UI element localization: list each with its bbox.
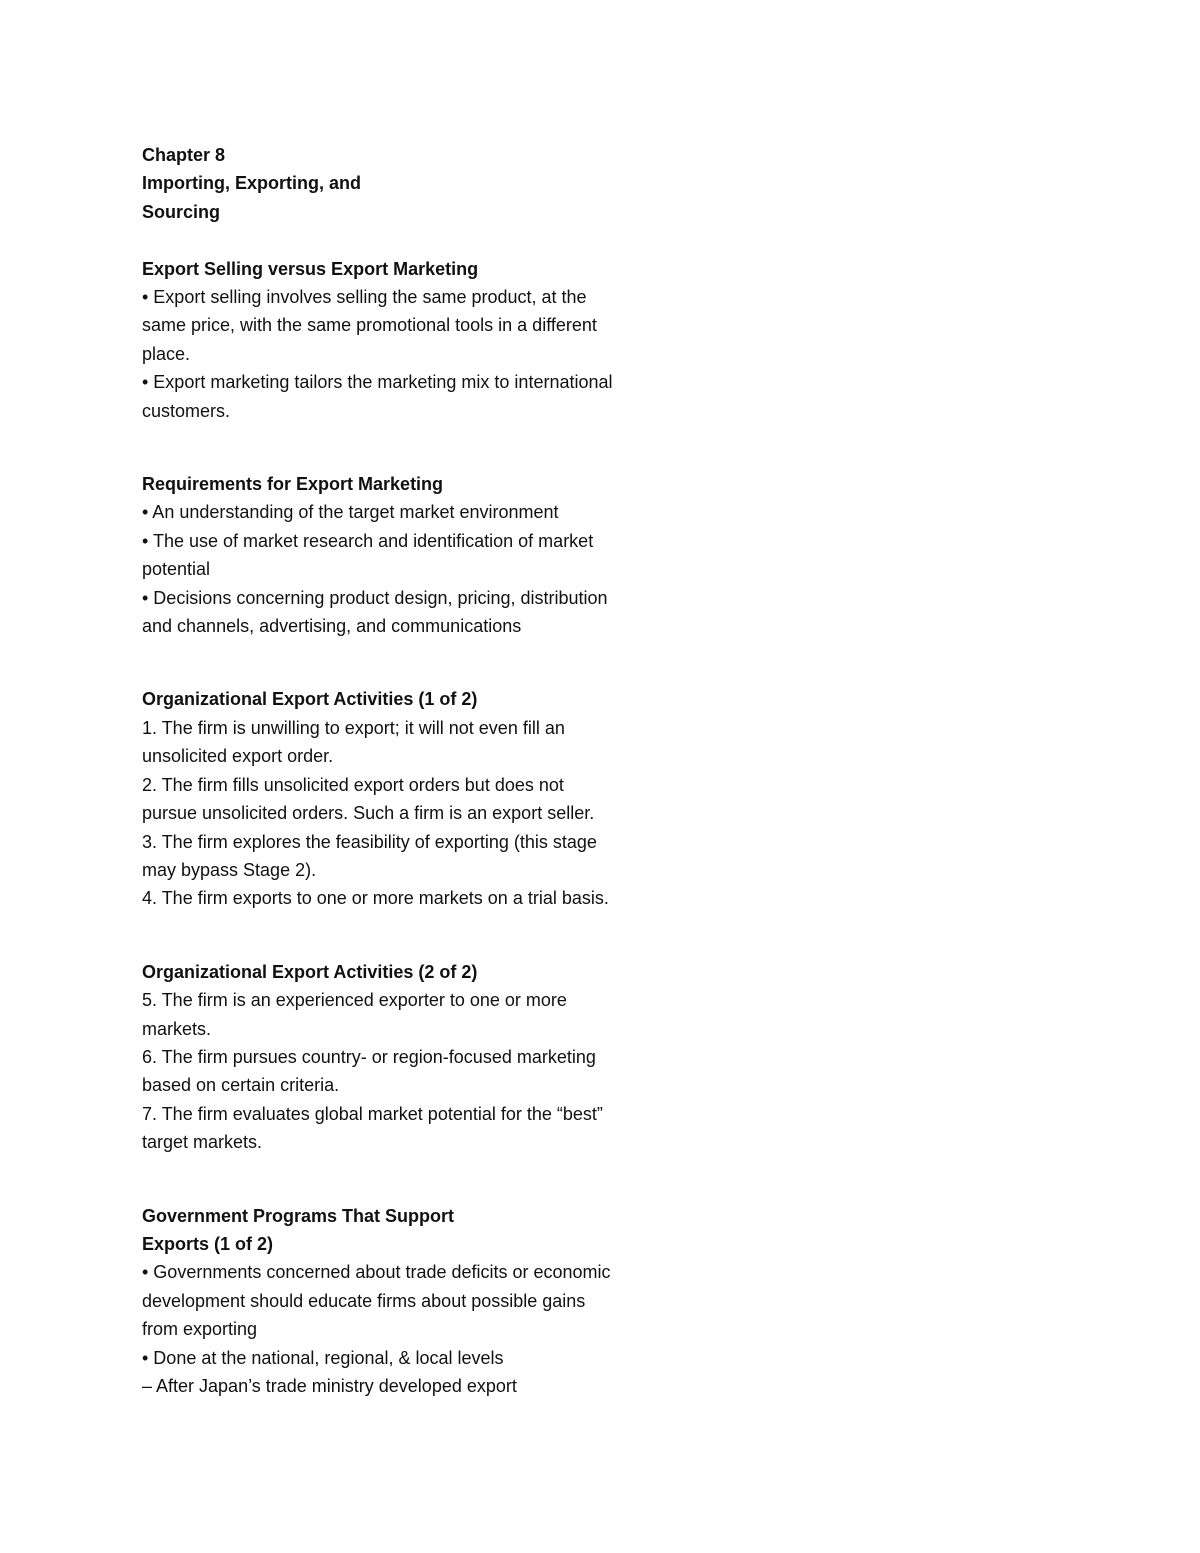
body-line: • An understanding of the target market environment <box>142 502 559 523</box>
body-line: may bypass Stage 2). <box>142 859 317 880</box>
title-block <box>142 141 702 226</box>
document-page <box>142 141 702 1400</box>
body-line: unsolicited export order. <box>142 746 334 767</box>
body-line: 2. The firm fills unsolicited export orders but does not <box>142 774 564 795</box>
body-line: same price, with the same promotional tools in a different <box>142 315 597 336</box>
body-line: from exporting <box>142 1319 258 1340</box>
body-line: 5. The firm is an experienced exporter to one or more <box>142 990 567 1011</box>
body-line: • The use of market research and identification of market <box>142 530 594 551</box>
body-line: 1. The firm is unwilling to export; it will not even fill an <box>142 717 565 738</box>
chapter-number: Chapter 8 <box>142 145 226 165</box>
body-line: – After Japan’s trade ministry developed export <box>142 1376 517 1397</box>
body-line: 6. The firm pursues country- or region-focused marketing <box>142 1046 596 1067</box>
body-line: based on certain criteria. <box>142 1075 340 1096</box>
body-line: • Export selling involves selling the same product, at the <box>142 287 587 308</box>
body-line: development should educate firms about possible gains <box>142 1290 586 1311</box>
body-line: and channels, advertising, and communications <box>142 616 522 637</box>
section-heading-line-2: Exports (1 of 2) <box>142 1233 274 1254</box>
section-heading-line-1: Government Programs That Support <box>142 1205 455 1226</box>
section-org-activities-1 <box>142 685 702 912</box>
section-org-activities-2 <box>142 958 702 1157</box>
body-line: 3. The firm explores the feasibility of exporting (this stage <box>142 831 597 852</box>
body-line: 4. The firm exports to one or more markets on a trial basis. <box>142 888 609 909</box>
body-line: potential <box>142 559 211 580</box>
body-line: customers. <box>142 400 231 421</box>
body-line: 7. The firm evaluates global market potential for the “best” <box>142 1103 603 1124</box>
section-heading: Organizational Export Activities (1 of 2) <box>142 689 478 710</box>
section-heading: Organizational Export Activities (2 of 2) <box>142 961 478 982</box>
body-line: • Export marketing tailors the marketing mix to international <box>142 372 613 393</box>
body-line: • Decisions concerning product design, pricing, distribution <box>142 587 608 608</box>
chapter-title-line-2: Sourcing <box>142 201 221 222</box>
section-requirements <box>142 470 702 640</box>
body-line: target markets. <box>142 1132 263 1153</box>
section-government-programs <box>142 1202 702 1401</box>
section-heading: Requirements for Export Marketing <box>142 474 444 495</box>
body-line: place. <box>142 343 191 364</box>
body-line: pursue unsolicited orders. Such a firm is an export seller. <box>142 803 595 824</box>
body-line: • Governments concerned about trade deficits or economic <box>142 1262 611 1283</box>
body-line: markets. <box>142 1018 212 1039</box>
chapter-title-line-1: Importing, Exporting, and <box>142 173 361 194</box>
section-export-selling <box>142 255 702 425</box>
body-line: • Done at the national, regional, & local levels <box>142 1347 504 1368</box>
section-heading: Export Selling versus Export Marketing <box>142 258 479 279</box>
